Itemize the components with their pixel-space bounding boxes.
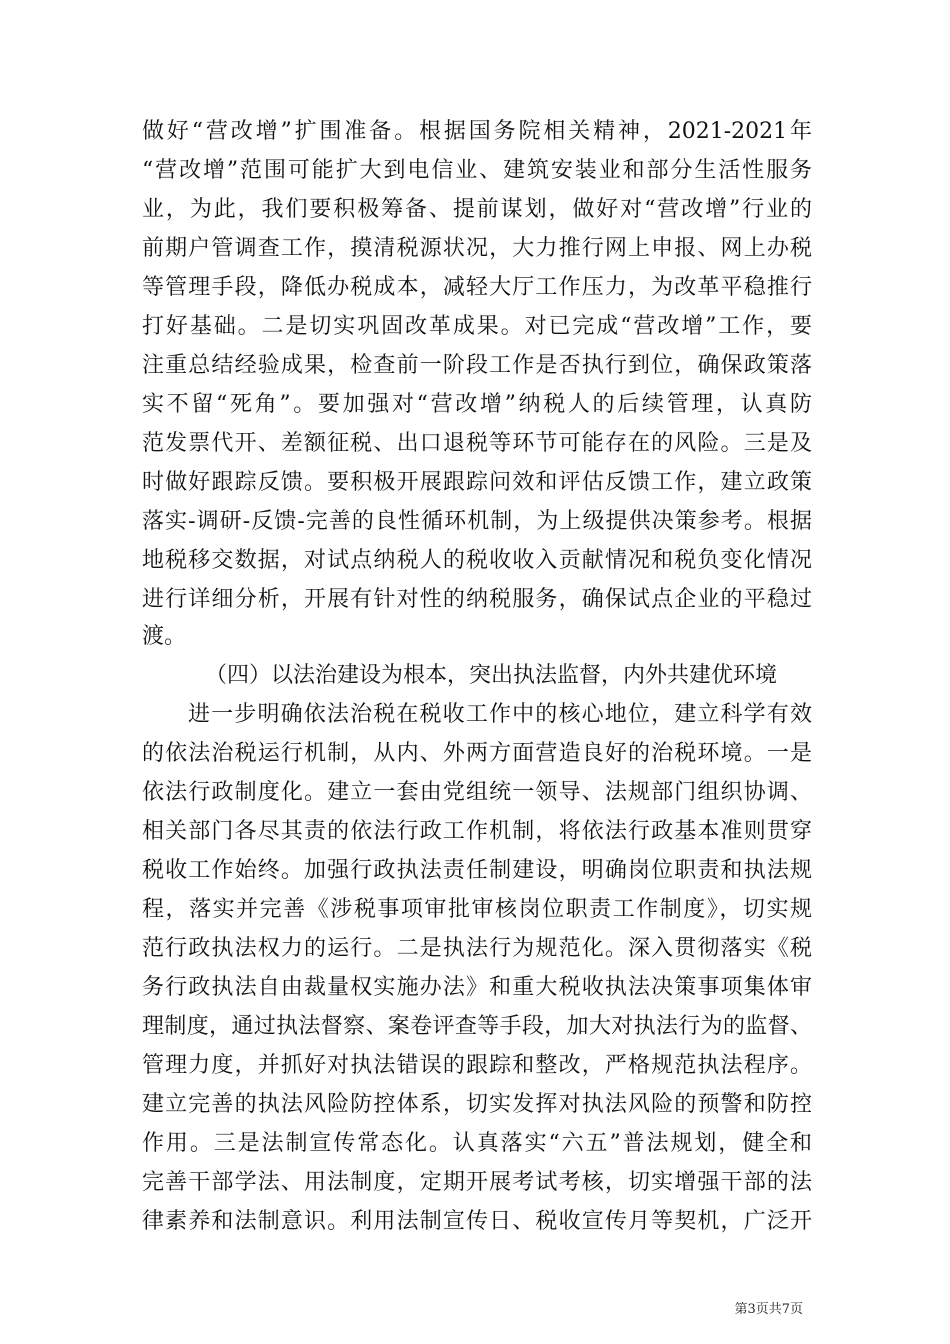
- text-line: 税收工作始终。加强行政执法责任制建设，明确岗位职责和执法规: [142, 858, 812, 883]
- text-line: 地税移交数据，对试点纳税人的税收收入贡献情况和税负变化情况: [142, 548, 812, 573]
- text-line: 做好“营改增”扩围准备。根据国务院相关精神，2021-2021年: [142, 119, 812, 144]
- page-number: 第3页共7页: [734, 1302, 803, 1317]
- text-line: 等管理手段，降低办税成本，减轻大厅工作压力，为改革平稳推行: [142, 275, 812, 300]
- section-heading: （四）以法治建设为根本，突出执法监督，内外共建优环境: [205, 663, 778, 688]
- text-line: 律素养和法制意识。利用法制宣传日、税收宣传月等契机，广泛开: [142, 1209, 812, 1234]
- text-line: 时做好跟踪反馈。要积极开展跟踪问效和评估反馈工作，建立政策: [142, 470, 812, 495]
- text-line: 管理力度，并抓好对执法错误的跟踪和整改，严格规范执法程序。: [142, 1053, 812, 1078]
- text-line: 作用。三是法制宣传常态化。认真落实“六五”普法规划，健全和: [142, 1131, 812, 1156]
- text-line: “营改增”范围可能扩大到电信业、建筑安装业和部分生活性服务: [142, 158, 812, 183]
- text-line: 注重总结经验成果，检查前一阶段工作是否执行到位，确保政策落: [142, 353, 812, 378]
- text-line: 进行详细分析，开展有针对性的纳税服务，确保试点企业的平稳过: [142, 587, 812, 612]
- text-line: 打好基础。二是切实巩固改革成果。对已完成“营改增”工作，要: [142, 314, 812, 339]
- text-line: 渡。: [142, 624, 187, 649]
- text-line: 完善干部学法、用法制度，定期开展考试考核，切实增强干部的法: [142, 1170, 812, 1195]
- text-line: 范行政执法权力的运行。二是执法行为规范化。深入贯彻落实《税: [142, 936, 812, 961]
- text-line: 建立完善的执法风险防控体系，切实发挥对执法风险的预警和防控: [142, 1092, 812, 1117]
- text-line: 务行政执法自由裁量权实施办法》和重大税收执法决策事项集体审: [142, 975, 812, 1000]
- text-line: 程，落实并完善《涉税事项审批审核岗位职责工作制度》，切实规: [142, 897, 812, 922]
- text-line: 实不留“死角”。要加强对“营改增”纳税人的后续管理，认真防: [142, 392, 812, 417]
- text-line: 依法行政制度化。建立一套由党组统一领导、法规部门组织协调、: [142, 780, 812, 805]
- text-line: 进一步明确依法治税在税收工作中的核心地位，建立科学有效: [188, 702, 812, 727]
- text-line: 落实-调研-反馈-完善的良性循环机制，为上级提供决策参考。根据: [142, 509, 812, 534]
- text-line: 相关部门各尽其责的依法行政工作机制，将依法行政基本准则贯穿: [142, 819, 812, 844]
- text-line: 的依法治税运行机制，从内、外两方面营造良好的治税环境。一是: [142, 741, 812, 766]
- text-line: 业，为此，我们要积极筹备、提前谋划，做好对“营改增”行业的: [142, 197, 812, 222]
- text-line: 前期户管调查工作，摸清税源状况，大力推行网上申报、网上办税: [142, 236, 812, 261]
- text-line: 理制度，通过执法督察、案卷评查等手段，加大对执法行为的监督、: [142, 1014, 812, 1039]
- text-line: 范发票代开、差额征税、出口退税等环节可能存在的风险。三是及: [142, 431, 812, 456]
